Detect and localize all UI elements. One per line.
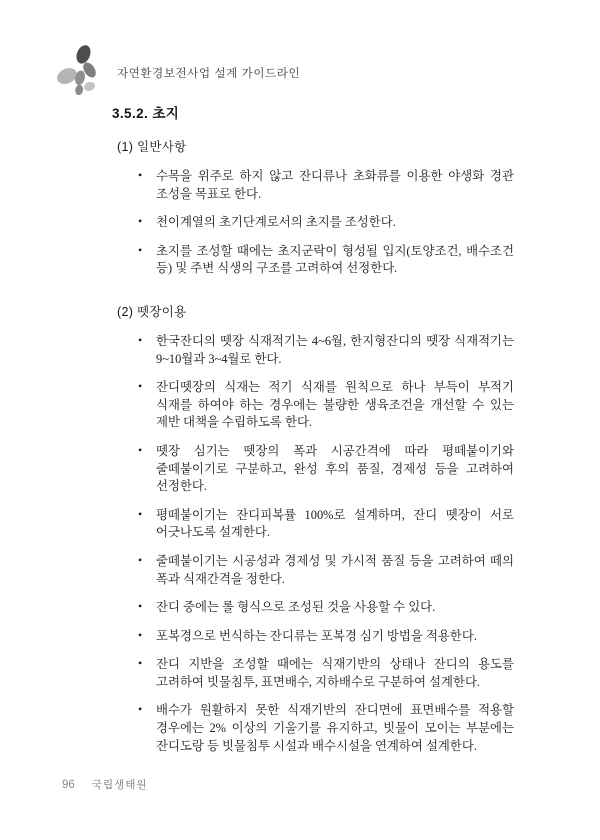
list-item: [110, 628, 514, 646]
bullet-icon: •: [138, 552, 143, 567]
subsection-2-bullets: [110, 333, 514, 755]
list-item: [110, 168, 514, 203]
page-content: [110, 102, 514, 755]
list-item: [110, 702, 514, 755]
bullet-text: 한국잔디의 뗏장 식재적기는 4~6월, 한지형잔디의 뗏장 식재적기는 9~10월과 3~4월로 한다.: [156, 333, 514, 366]
bullet-icon: •: [138, 599, 143, 614]
bullet-icon: •: [138, 656, 143, 671]
bullet-text: 평떼붙이기는 잔디피복률 100%로 설계하며, 잔디 뗏장이 서로 어긋나도록 설계한다.: [156, 507, 514, 540]
bullet-text: 포복경으로 번식하는 잔디류는 포복경 심기 방법을 적용한다.: [156, 628, 477, 643]
subsection-1-label: (1) 일반사항: [117, 140, 187, 154]
bullet-text: 천이계열의 초기단계로서의 초지를 조성한다.: [156, 215, 396, 230]
bullet-icon: •: [138, 506, 143, 521]
bullet-text: 잔디 지반을 조성할 때에는 식재기반의 상태나 잔디의 용도를 고려하여 빗물침투, 표면배수, 지하배수로 구분하여 설계한다.: [156, 657, 514, 689]
list-item: [110, 507, 514, 542]
bullet-text: 뗏장 심기는 뗏장의 폭과 시공간격에 따라 평떼붙이기와 줄떼붙이기로 구분하고, 완성 후의 품질, 경제성 등을 고려하여 선정한다.: [156, 443, 514, 494]
doc-title: 자연환경보전사업 설계 가이드라인: [117, 68, 301, 80]
bullet-icon: •: [138, 442, 143, 457]
bullet-icon: •: [138, 214, 143, 229]
list-item: [110, 553, 514, 588]
list-item: [110, 214, 514, 232]
bullet-icon: •: [138, 332, 143, 347]
bullet-text: 잔디뗏장의 식재는 적기 식재를 원칙으로 하나 부득이 부적기 식재를 하여야 하는 경우에는 불량한 생육조건을 개선할 수 있는 제반 대책을 수립하도록 한다.: [156, 380, 514, 430]
section-title: 3.5.2. 초지: [112, 106, 180, 121]
bullet-text: 초지를 조성할 때에는 초지군락이 형성될 입지(토양조건, 배수조건 등) 및 주변 식생의 구조를 고려하여 선정한다.: [156, 243, 514, 276]
bullet-icon: •: [138, 627, 143, 642]
bullet-icon: •: [138, 168, 143, 182]
list-item: [110, 599, 514, 617]
leaf-cluster-logo-icon: [54, 42, 106, 98]
subsection-1-bullets: [110, 168, 514, 278]
subsection-2-label: (2) 뗏장이용: [117, 304, 187, 319]
list-item: [110, 379, 514, 432]
footer-organization: 국립생태원: [91, 779, 148, 791]
bullet-text: 줄떼붙이기는 시공성과 경제성 및 가시적 품질 등을 고려하여 떼의 폭과 식재간격을 정한다.: [156, 553, 514, 586]
list-item: [110, 333, 514, 368]
page-number: 96: [62, 779, 75, 791]
bullet-text: 배수가 원활하지 못한 식재기반의 잔디면에 표면배수를 적용할 경우에는 2% 이상의 기울기를 유지하고, 빗물이 모이는 부분에는 잔디도랑 등 빗물침투 시설과 배수시설을 연계하여 설계한다.: [156, 703, 514, 753]
list-item: [110, 443, 514, 496]
bullet-text: 잔디 중에는 롤 형식으로 조성된 것을 사용할 수 있다.: [156, 600, 436, 615]
list-item: [110, 243, 514, 278]
bullet-icon: •: [138, 702, 143, 717]
bullet-icon: •: [138, 379, 143, 394]
page-footer: [62, 777, 148, 792]
list-item: [110, 656, 514, 691]
page-header: [54, 42, 300, 98]
bullet-text: 수목을 위주로 하지 않고 잔디류나 초화류를 이용한 야생화 경관 조성을 목표로 한다.: [156, 169, 514, 201]
bullet-icon: •: [138, 242, 143, 257]
